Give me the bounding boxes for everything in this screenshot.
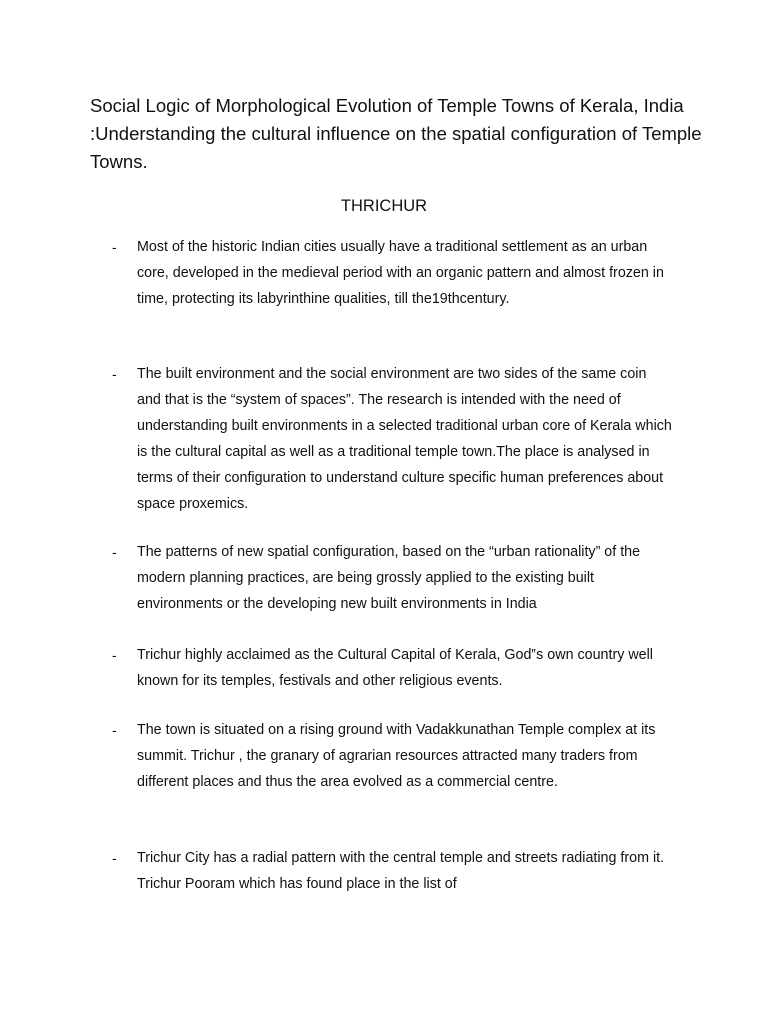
bullet-text: Trichur City has a radial pattern with the central temple and streets radiating from it. Trichur Pooram which has found place in the list of: [137, 850, 665, 892]
bullet-text: The patterns of new spatial configuration, based on the “urban rationality” of the modern planning practices, are being grossly applied to the existing built environments or the developing new built environments in India: [137, 544, 641, 612]
bullet-marker: -: [112, 647, 117, 663]
document-title: Social Logic of Morphological Evolution of Temple Towns of Kerala, India :Understanding the cultural influence on the spatial configuration of Temple Towns.: [90, 95, 702, 172]
bullet-text: Trichur highly acclaimed as the Cultural Capital of Kerala, God‟s own country well known for its temples, festivals and other religious events.: [137, 647, 653, 689]
bullet-text: The built environment and the social environment are two sides of the same coin and that is the “system of spaces”. The research is intended with the need of understanding built environments in a selected traditional urban core of Kerala which is the cultural capital as well as a traditional temple town.The place is analysed in terms of their configuration to understand culture specific human preferences about space proxemics.: [137, 366, 672, 512]
bullet-marker: -: [112, 850, 117, 866]
bullet-marker: -: [112, 366, 117, 382]
bullet-marker: -: [112, 239, 117, 255]
bullet-marker: -: [112, 544, 117, 560]
section-heading: THRICHUR: [340, 197, 428, 215]
bullet-text: The town is situated on a rising ground with Vadakkunathan Temple complex at its summit. Trichur , the granary of agrarian resources attracted many traders from different places and thus the area evolved as a commercial centre.: [137, 722, 656, 790]
bullet-marker: -: [112, 722, 117, 738]
bullet-text: Most of the historic Indian cities usually have a traditional settlement as an urban core, developed in the medieval period with an organic pattern and almost frozen in time, protecting its labyrinthine qualities, till the19thcentury.: [137, 239, 664, 307]
